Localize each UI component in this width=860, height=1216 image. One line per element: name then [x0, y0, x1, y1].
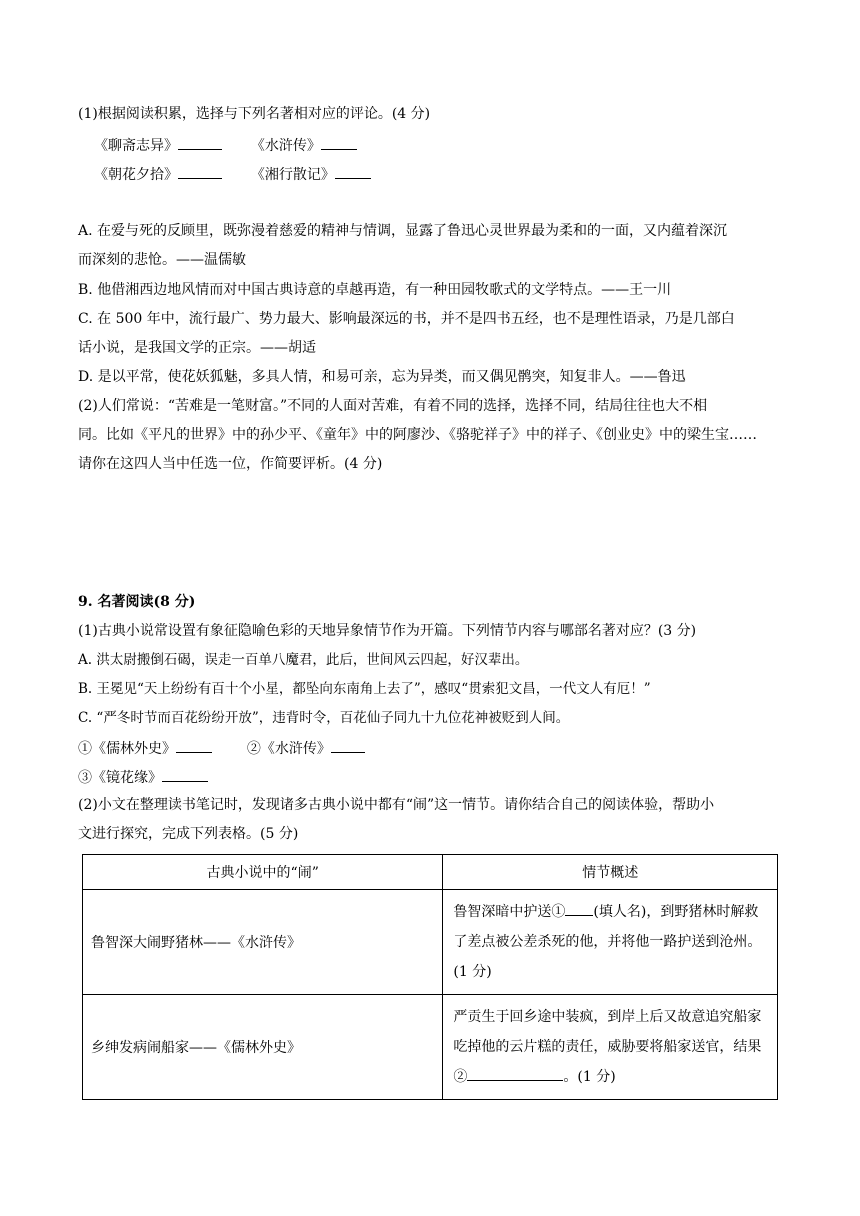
answer-label: ③《镜花缘》	[78, 770, 162, 786]
q8-part2-line1: (2)人们常说：“苦难是一笔财富。”不同的人面对苦难，有着不同的选择，选择不同，结局往往也大不相	[78, 398, 708, 414]
answer-blank[interactable]	[176, 737, 212, 753]
option-b-line: B. 他借湘西边地风情而对中国古典诗意的卓越再造，有一种田园牧歌式的文学特点。——王一川	[78, 282, 672, 298]
table-row	[83, 890, 778, 995]
answer-label: ①《儒林外史》	[78, 741, 176, 757]
answer-blank[interactable]	[565, 900, 593, 916]
option-d-line: D. 是以平常，使花妖狐魅，多具人情，和易可亲，忘为异类，而又偶见鹘突，知复非人。——鲁迅	[78, 369, 686, 385]
answer-blank[interactable]	[467, 1065, 563, 1081]
q9-option-b: B. 王冕见“天上纷纷有百十个小星，都坠向东南角上去了”，感叹“贯索犯文昌，一代文人有厄！”	[78, 681, 651, 697]
summary-text: (填人名)，到野猪林时解救了差点被公差杀死的他，并将他一路护送到沧州。(1 分)	[453, 904, 762, 980]
answers-row-1	[78, 737, 790, 759]
q9-part2-line2: 文进行探究，完成下列表格。(5 分)	[78, 826, 299, 842]
table-header-summary: 情节概述	[443, 855, 778, 890]
table-cell-summary	[443, 890, 778, 995]
table-row	[83, 995, 778, 1100]
option-a-line2: 而深刻的悲怆。——温儒敏	[78, 252, 246, 268]
table-header-row	[83, 855, 778, 890]
q9-title: 9. 名著阅读(8 分)	[78, 594, 196, 610]
table-header-nao: 古典小说中的“闹”	[83, 855, 443, 890]
summary-text: 鲁智深暗中护送①	[453, 904, 566, 920]
q9-part1-stem: (1)古典小说常设置有象征隐喻色彩的天地异象情节作为开篇。下列情节内容与哪部名著对应？(3 分)	[78, 623, 697, 639]
answer-blank[interactable]	[162, 766, 208, 782]
q9-option-a: A. 洪太尉搬倒石碣，误走一百单八魔君，此后，世间风云四起，好汉辈出。	[78, 652, 529, 668]
answers-row-2	[78, 766, 790, 788]
summary-text: 。(1 分)	[563, 1069, 616, 1085]
q8-part2-line3: 请你在这四人当中任选一位，作简要评析。(4 分)	[78, 456, 383, 472]
table-cell-nao: 鲁智深大闹野猪林——《水浒传》	[83, 890, 443, 995]
answer-blank[interactable]	[331, 737, 365, 753]
table-cell-summary	[443, 995, 778, 1100]
work-title: 《聊斋志异》	[94, 138, 178, 154]
nao-plot-table	[82, 854, 778, 1100]
option-c-line2: 话小说，是我国文学的正宗。——胡适	[78, 340, 316, 356]
option-a-line1: A. 在爱与死的反顾里，既弥漫着慈爱的精神与情调，显露了鲁迅心灵世界最为柔和的一面，又内蕴着深沉	[78, 223, 728, 239]
summary-text: 严贡生于回乡途中装疯，到岸上后又故意追究船家吃掉他的云片糕的责任，威胁要将船家送官，结果②	[453, 1009, 762, 1085]
work-title: 《水浒传》	[250, 138, 321, 154]
q9-option-c: C. “严冬时节而百花纷纷开放”，违背时令，百花仙子同九十九位花神被贬到人间。	[78, 710, 570, 726]
work-title: 《湘行散记》	[250, 167, 335, 183]
work-title: 《朝花夕拾》	[94, 167, 178, 183]
q8-part2-line2: 同。比如《平凡的世界》中的孙少平、《童年》中的阿廖沙、《骆驼祥子》中的祥子、《创业史》中的梁生宝……	[78, 427, 757, 443]
q8-part1-stem: (1)根据阅读积累，选择与下列名著相对应的评论。(4 分)	[78, 106, 431, 122]
table-cell-nao: 乡绅发病闹船家——《儒林外史》	[83, 995, 443, 1100]
q9-part2-line1: (2)小文在整理读书笔记时，发现诸多古典小说中都有“闹”这一情节。请你结合自己的阅读体验，帮助小	[78, 797, 715, 813]
option-c-line1: C. 在 500 年中，流行最广、势力最大、影响最深远的书，并不是四书五经，也不是理性语录，乃是几部白	[78, 311, 735, 327]
answer-label: ②《水浒传》	[246, 741, 331, 757]
